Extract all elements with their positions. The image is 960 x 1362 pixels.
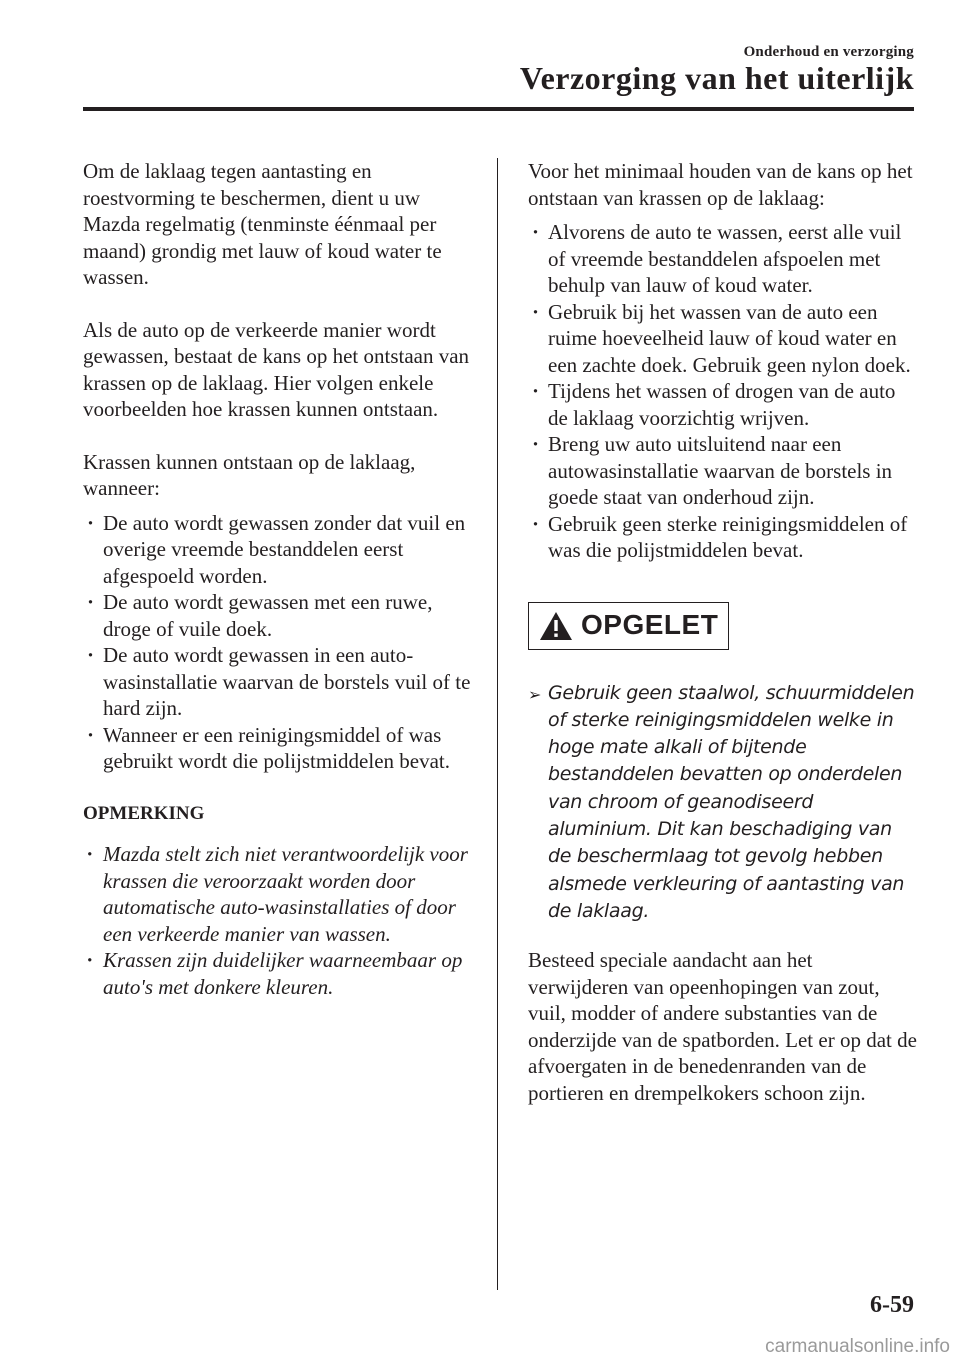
paragraph: Voor het minimaal houden van de kans op het ontstaan van krassen op de laklaag:	[528, 159, 913, 210]
paragraph: Om de laklaag tegen aantasting en roestvorming te beschermen, dient u uw Mazda regelmatig (tenminste éénmaal per maand) grondig met lauw of koud water te wassen.	[83, 159, 442, 289]
caution-label: OPGELET	[581, 609, 719, 641]
list-item: · Alvorens de auto te wassen, eerst alle vuil of vreemde bestanddelen afspoelen met behulp van lauw of koud water.	[528, 219, 918, 299]
column-divider	[497, 158, 498, 1290]
page-title: Verzorging van het uiterlijk	[519, 60, 914, 96]
watermark: carmanualsonline.info	[765, 1336, 950, 1357]
caution-box	[528, 602, 729, 650]
page-number: 6-59	[870, 1292, 914, 1318]
list-item: · Gebruik geen sterke reinigingsmiddelen of was die polijstmiddelen bevat.	[528, 511, 918, 564]
note-list	[83, 841, 481, 1000]
arrow-right-icon: ➢	[528, 684, 542, 704]
list-item: · Krassen zijn duidelijker waarneembaar op auto's met donkere kleuren.	[83, 947, 481, 1000]
paragraph: Besteed speciale aandacht aan het verwijderen van opeenhopingen van zout, vuil, modder of andere substanties van de onderzijde van de spatborden. Let er op dat de afvoergaten in de benedenranden van de portieren en drempelkokers schoon zijn.	[528, 948, 917, 1105]
list-item: · De auto wordt gewassen met een ruwe, droge of vuile doek.	[83, 589, 481, 642]
left-column	[83, 158, 481, 1026]
list-item: · Gebruik bij het wassen van de auto een ruime hoeveelheid lauw of koud water en een zachte doek. Gebruik geen nylon doek.	[528, 299, 918, 379]
list-item: · Mazda stelt zich niet verantwoordelijk voor krassen die veroorzaakt worden door automatische auto-wasinstallaties of door een verkeerde manier van wassen.	[83, 841, 481, 947]
note-heading: OPMERKING	[83, 802, 205, 824]
paragraph: Als de auto op de verkeerde manier wordt gewassen, bestaat de kans op het ontstaan van krassen op de laklaag. Hier volgen enkele voorbeelden hoe krassen kunnen ontstaan.	[83, 317, 470, 421]
right-column	[528, 158, 918, 1132]
header-rule	[83, 107, 914, 111]
caution-text	[528, 680, 918, 926]
list-item: · Breng uw auto uitsluitend naar een autowasinstallatie waarvan de borstels in goede staat van onderhoud zijn.	[528, 431, 918, 511]
warning-triangle-icon	[539, 611, 573, 641]
bullet-list	[83, 510, 481, 775]
paragraph: Krassen kunnen ontstaan op de laklaag, wanneer:	[83, 449, 416, 500]
list-item: · De auto wordt gewassen in een auto-wasinstallatie waarvan de borstels vuil of te hard zijn.	[83, 642, 481, 722]
bullet-list	[528, 219, 918, 564]
list-item: · De auto wordt gewassen zonder dat vuil en overige vreemde bestanddelen eerst afgespoeld worden.	[83, 510, 481, 590]
caution-body: Gebruik geen staalwol, schuurmiddelen of sterke reinigingsmiddelen welke in hoge mate alkali of bijtende bestanddelen bevatten op onderdelen van chroom of geanodiseerd aluminium. Dit kan beschadiging van de beschermlaag tot gevolg hebben alsmede verkleuring of aantasting van de laklaag.	[548, 681, 915, 922]
list-item: · Tijdens het wassen of drogen van de auto de laklaag voorzichtig wrijven.	[528, 378, 918, 431]
list-item: · Wanneer er een reinigingsmiddel of was gebruikt wordt die polijstmiddelen bevat.	[83, 722, 481, 775]
header-section: Onderhoud en verzorging	[743, 44, 914, 60]
